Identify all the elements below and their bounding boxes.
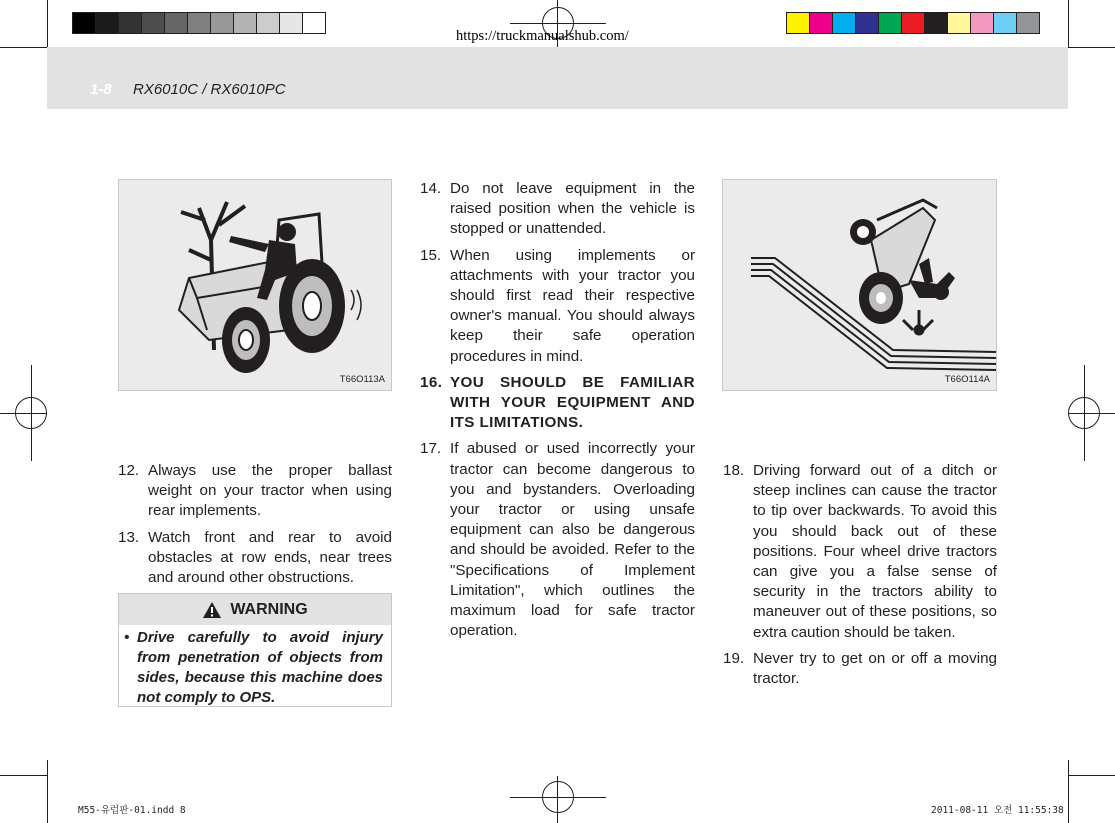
item-text: Never try to get on or off a moving tractor. [753,649,997,688]
color-swatch [855,12,879,34]
registration-mark-line [510,797,606,798]
warning-title: WARNING [230,600,308,618]
item-number: 17. [420,440,442,458]
color-swatch [901,12,925,34]
item-text: When using implements or attachments with your tractor you should first read their respective owner's manual. You should always keep their safe operation procedures in mind. [450,246,695,365]
color-swatch [947,12,971,34]
color-swatch [118,12,142,34]
color-swatch [832,12,856,34]
tractor-driver-icon [119,180,391,390]
crop-mark [47,0,48,47]
color-swatch [210,12,234,34]
list-item-16 [420,373,695,434]
source-url[interactable]: https://truckmanualshub.com/ [456,28,629,44]
item-number: 13. [118,528,140,546]
color-swatch [878,12,902,34]
item-number: 19. [723,649,745,667]
color-swatch [786,12,810,34]
figure-tractor-rollover [722,179,997,391]
color-swatch [72,12,96,34]
registration-mark-line [1084,365,1085,461]
warning-triangle-icon [202,601,222,619]
registration-mark-line [557,776,558,823]
registration-mark-line [510,23,606,24]
item-text: Driving forward out of a ditch or steep inclines can cause the tractor to tip over backwards. To avoid this you should back out of these positions. Four wheel drive tractors can give you a false sense of security in the tractors ability to maneuver out of these positions, so extra caution should be taken. [753,462,997,641]
warning-box [118,593,392,707]
list-item-19 [723,649,997,689]
footer-timestamp: 2011-08-11 오전 11:55:38 [931,805,1064,816]
color-swatch [924,12,948,34]
warning-body [119,625,391,708]
color-swatch [809,12,833,34]
color-swatch [302,12,326,34]
color-swatch [233,12,257,34]
list-item-18 [723,461,997,643]
crop-mark [47,760,48,823]
list-item-15 [420,246,695,367]
color-swatch [1016,12,1040,34]
color-swatch [141,12,165,34]
figure-code: T66O113A [339,374,385,385]
list-item-14 [420,179,695,240]
item-text: Always use the proper ballast weight on your tractor when using rear implements. [148,462,392,520]
list-item-12 [118,461,392,522]
item-number: 14. [420,180,442,197]
figure-tractor-driver [118,179,392,391]
warning-text: Drive carefully to avoid injury from penetration of objects from sides, because this machine does not comply to OPS. [137,629,383,706]
item-number: 12. [118,462,140,479]
crop-mark [1068,0,1069,47]
crop-mark [1068,760,1069,823]
bullet: • [124,629,130,646]
registration-mark-line [31,365,32,461]
color-swatch [164,12,188,34]
crop-mark [0,775,47,776]
item-number: 16. [420,373,443,391]
footer-file-name: M55-유럽판-01.indd 8 [78,805,186,816]
color-swatch [256,12,280,34]
header-band [47,47,1068,109]
figure-code: T66O114A [944,374,990,385]
tractor-rollover-icon [723,180,996,390]
item-text: Watch front and rear to avoid obstacles at row ends, near trees and around other obstructions. [148,528,392,587]
color-swatch [279,12,303,34]
text-column-right [723,461,997,695]
color-swatch [187,12,211,34]
list-item-13 [118,528,392,589]
warning-header [119,594,391,625]
text-column-middle [420,179,695,647]
color-swatch [95,12,119,34]
list-item-17 [420,439,695,641]
model-title: RX6010C / RX6010PC [133,81,286,98]
color-swatch [970,12,994,34]
color-swatch [993,12,1017,34]
item-number: 15. [420,246,442,264]
item-text: If abused or used incorrectly your tractor can become dangerous to you and bystanders. Overloading your tractor or using unsafe equipment can also be dangerous and should be avoided. Refer to the "Specifications of Implement Limitation", which outlines the maximum load for safe tractor operation. [450,440,695,640]
page-number: 1-8 [90,81,112,98]
crop-mark [1068,47,1115,48]
registration-mark-line [1068,413,1115,414]
registration-mark-line [0,413,47,414]
crop-mark [0,47,47,48]
crop-mark [1068,775,1115,776]
item-text: YOU SHOULD BE FAMILIAR WITH YOUR EQUIPMENT AND ITS LIMITATIONS. [450,373,695,432]
item-number: 18. [723,462,745,479]
item-text: Do not leave equipment in the raised position when the vehicle is stopped or unattended. [450,180,695,238]
text-column-left [118,461,392,594]
